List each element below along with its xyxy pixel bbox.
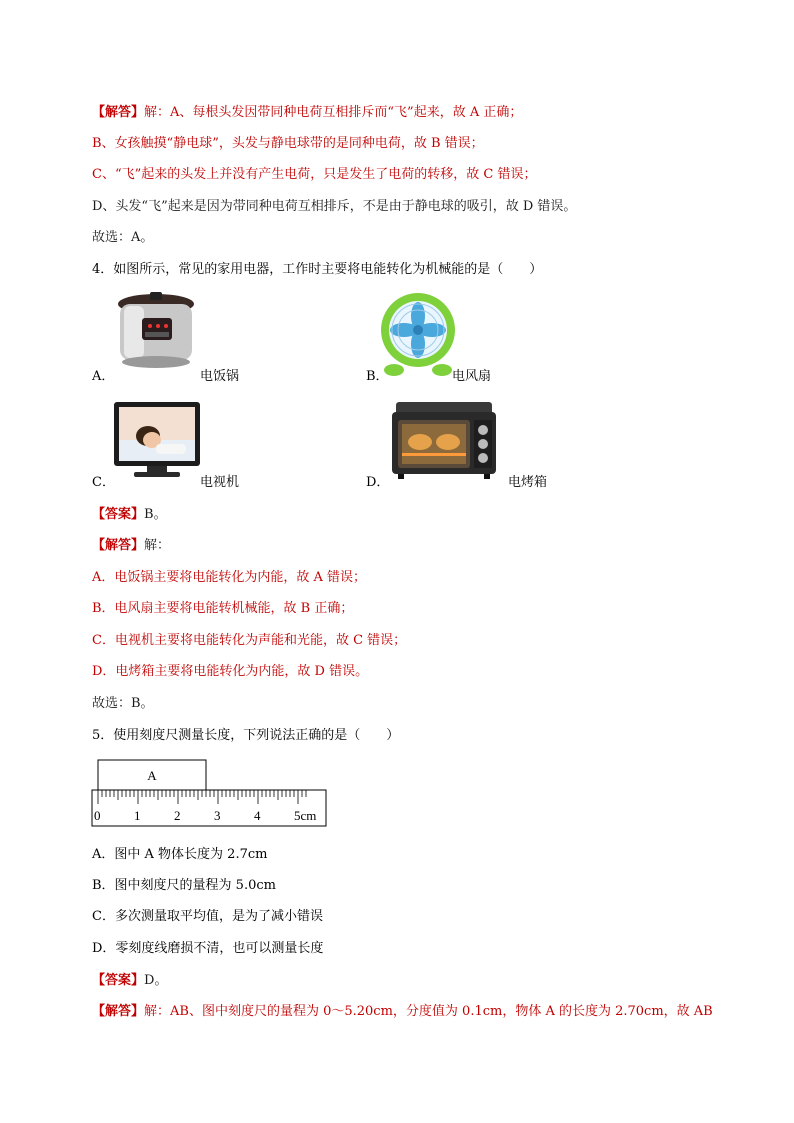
ruler-number: 2 (174, 808, 181, 823)
q5-option-b: B．图中刻度尺的量程为 5.0cm (92, 878, 276, 893)
q4-explanation-head-text: 解： (144, 538, 171, 553)
ruler-body (92, 790, 326, 826)
q4-option-a-letter: A． (92, 369, 115, 384)
q4-option-c-letter: C． (92, 475, 115, 490)
q3-explanation-line-4: D、头发“飞”起来是因为带同种电荷互相排斥，不是由于静电球的吸引，故 D 错误。 (92, 199, 577, 214)
q4-explanation-line-1: A．电饭锅主要将电能转化为内能，故 A 错误； (92, 570, 367, 585)
q3-explanation-line-3: C、“飞”起来的头发上并没有产生电荷，只是发生了电荷的转移，故 C 错误； (92, 167, 537, 182)
ruler-number: 1 (134, 808, 141, 823)
q4-option-c-label: 电视机 (200, 475, 240, 490)
q5-answer-tag: 【答案】 (92, 973, 145, 988)
q5-option-c: C．多次测量取平均值，是为了减小错误 (92, 909, 323, 924)
q5-answer-value: D。 (144, 973, 168, 988)
q3-explanation-line-2: B、女孩触摸“静电球”，头发与静电球带的是同种电荷，故 B 错误； (92, 136, 484, 151)
q4-option-b-label: 电风扇 (452, 369, 492, 384)
q4-explanation-line-2: B．电风扇主要将电能转机械能，故 B 正确； (92, 601, 354, 616)
q5-option-d: D．零刻度线磨损不清，也可以测量长度 (92, 941, 324, 956)
q3-explanation-text-1: 解：A、每根头发因带同种电荷互相排斥而“飞”起来，故 A 正确； (144, 105, 523, 120)
q5-stem: 5．使用刻度尺测量长度，下列说法正确的是（ ） (92, 728, 400, 743)
ruler-number: 0 (94, 808, 101, 823)
q4-option-b-letter: B． (366, 369, 389, 384)
q4-option-a-label: 电饭锅 (200, 369, 240, 384)
electric-fan-icon (378, 292, 458, 378)
q4-explanation-head (92, 537, 170, 555)
ruler-figure (90, 758, 330, 830)
q4-explanation-tag: 【解答】 (92, 538, 145, 553)
rice-cooker-icon (112, 290, 200, 370)
q4-option-d-label: 电烤箱 (508, 475, 548, 490)
q4-explanation-line-4: D．电烤箱主要将电能转化为内能，故 D 错误。 (92, 664, 369, 679)
q5-explanation-tag: 【解答】 (92, 1004, 145, 1019)
q4-answer (92, 506, 167, 524)
q3-explanation-line-1 (92, 104, 522, 122)
q5-option-a: A．图中 A 物体长度为 2.7cm (92, 847, 268, 862)
q5-answer (92, 972, 167, 990)
object-a-label: A (147, 768, 157, 783)
q4-stem: 4．如图所示，常见的家用电器，工作时主要将电能转化为机械能的是（ ） (92, 262, 543, 277)
electric-oven-icon (390, 398, 502, 482)
q4-option-d-letter: D． (366, 475, 390, 490)
ruler-number: 3 (214, 808, 221, 823)
television-icon (112, 400, 202, 482)
q3-explanation-tag: 【解答】 (92, 105, 145, 120)
q4-answer-value: B。 (144, 507, 167, 522)
ruler-number: 5cm (294, 808, 317, 823)
q4-choice: 故选：B。 (92, 696, 154, 711)
q4-explanation-line-3: C．电视机主要将电能转化为声能和光能，故 C 错误； (92, 633, 407, 648)
q5-explanation-line-1 (92, 1003, 713, 1021)
ruler-number: 4 (254, 808, 261, 823)
q3-choice: 故选：A。 (92, 230, 154, 245)
q4-answer-tag: 【答案】 (92, 507, 145, 522)
q5-explanation-text: 解：AB、图中刻度尺的量程为 0～5.20cm，分度值为 0.1cm，物体 A 的长度为 2.70cm，故 AB (144, 1004, 713, 1019)
